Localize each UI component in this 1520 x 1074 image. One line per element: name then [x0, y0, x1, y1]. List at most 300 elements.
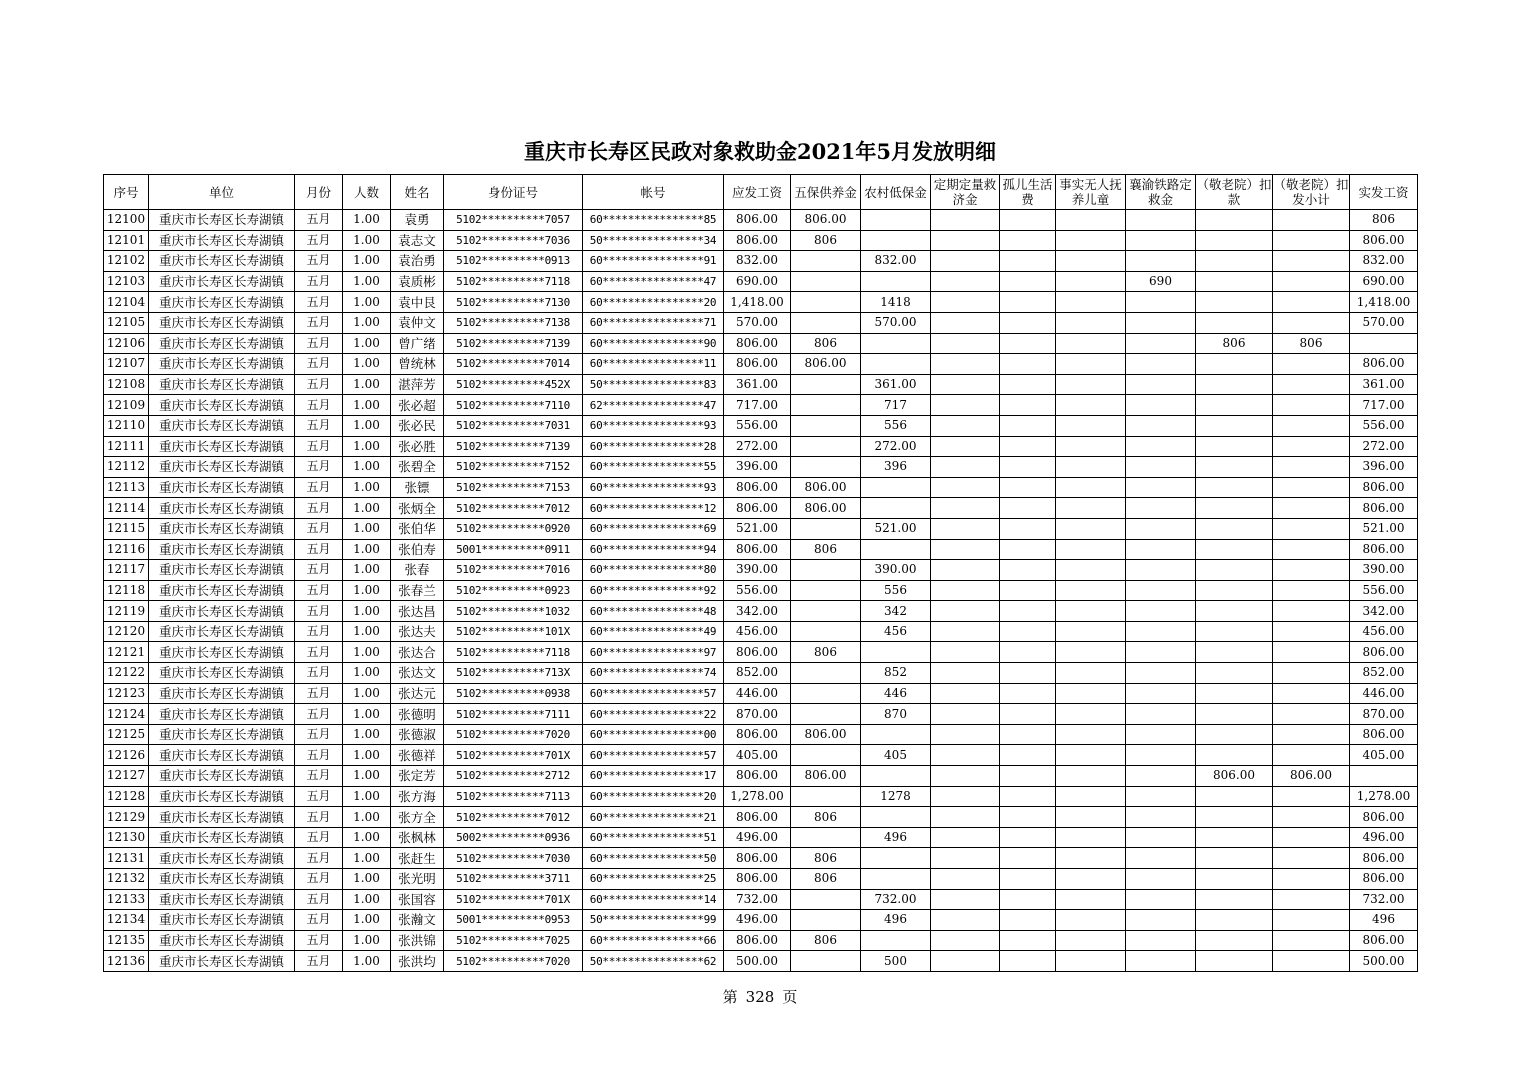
cell-col-actual-pay: 806.00	[1350, 807, 1418, 828]
cell-col-count: 1.00	[343, 910, 391, 931]
cell-col-wubao	[791, 827, 861, 848]
cell-col-payable: 806.00	[724, 807, 791, 828]
cell-col-relief	[931, 518, 1000, 539]
cell-col-id-number: 5102**********7031	[444, 415, 583, 436]
cell-col-wubao	[791, 889, 861, 910]
cell-col-orphan	[1000, 354, 1056, 375]
cell-col-relief	[931, 910, 1000, 931]
cell-col-count: 1.00	[343, 415, 391, 436]
cell-col-actual-pay: 806.00	[1350, 642, 1418, 663]
cell-col-payable: 806.00	[724, 230, 791, 251]
cell-col-count: 1.00	[343, 498, 391, 519]
table-row	[104, 395, 1418, 416]
cell-col-month: 五月	[295, 292, 343, 313]
cell-col-seq: 12122	[104, 663, 149, 684]
cell-col-actual-pay: 390.00	[1350, 560, 1418, 581]
cell-col-account: 60****************20	[583, 292, 724, 313]
cell-col-railway-relief	[1126, 498, 1196, 519]
cell-col-actual-pay	[1350, 766, 1418, 787]
cell-col-orphan	[1000, 786, 1056, 807]
cell-col-nursing-deduction	[1196, 869, 1273, 890]
cell-col-name: 张国容	[391, 889, 444, 910]
cell-col-payable: 732.00	[724, 889, 791, 910]
cell-col-relief	[931, 786, 1000, 807]
cell-col-month: 五月	[295, 683, 343, 704]
cell-col-actual-pay: 806.00	[1350, 869, 1418, 890]
cell-col-nursing-subtotal	[1273, 930, 1350, 951]
cell-col-count: 1.00	[343, 930, 391, 951]
cell-col-month: 五月	[295, 642, 343, 663]
cell-col-payable: 870.00	[724, 704, 791, 725]
cell-col-payable: 690.00	[724, 271, 791, 292]
cell-col-nursing-deduction	[1196, 848, 1273, 869]
cell-col-wubao	[791, 951, 861, 972]
cell-col-nursing-subtotal: 806	[1273, 333, 1350, 354]
cell-col-count: 1.00	[343, 374, 391, 395]
cell-col-account: 60****************50	[583, 848, 724, 869]
cell-col-count: 1.00	[343, 951, 391, 972]
cell-col-orphan	[1000, 292, 1056, 313]
cell-col-unit: 重庆市长寿区长寿湖镇	[149, 663, 295, 684]
cell-col-relief	[931, 704, 1000, 725]
cell-col-payable: 496.00	[724, 827, 791, 848]
cell-col-nursing-subtotal	[1273, 869, 1350, 890]
cell-col-orphan	[1000, 704, 1056, 725]
cell-col-name: 曾广绪	[391, 333, 444, 354]
table-row	[104, 560, 1418, 581]
cell-col-name: 袁勇	[391, 210, 444, 231]
cell-col-seq: 12132	[104, 869, 149, 890]
cell-col-unsupported-child	[1056, 683, 1126, 704]
cell-col-nursing-subtotal	[1273, 457, 1350, 478]
cell-col-seq: 12125	[104, 724, 149, 745]
cell-col-dibao: 405	[861, 745, 931, 766]
cell-col-actual-pay: 870.00	[1350, 704, 1418, 725]
cell-col-wubao: 806.00	[791, 477, 861, 498]
cell-col-unit: 重庆市长寿区长寿湖镇	[149, 436, 295, 457]
cell-col-dibao	[861, 807, 931, 828]
table-row	[104, 333, 1418, 354]
cell-col-month: 五月	[295, 498, 343, 519]
cell-col-relief	[931, 230, 1000, 251]
cell-col-month: 五月	[295, 601, 343, 622]
cell-col-payable: 806.00	[724, 333, 791, 354]
cell-col-seq: 12113	[104, 477, 149, 498]
cell-col-account: 60****************14	[583, 889, 724, 910]
cell-col-nursing-subtotal	[1273, 210, 1350, 231]
cell-col-unsupported-child	[1056, 930, 1126, 951]
cell-col-nursing-deduction	[1196, 951, 1273, 972]
cell-col-nursing-subtotal	[1273, 848, 1350, 869]
cell-col-relief	[931, 889, 1000, 910]
cell-col-railway-relief	[1126, 704, 1196, 725]
cell-col-orphan	[1000, 889, 1056, 910]
page-number	[0, 986, 1520, 1007]
cell-col-railway-relief	[1126, 374, 1196, 395]
cell-col-month: 五月	[295, 745, 343, 766]
cell-col-unsupported-child	[1056, 848, 1126, 869]
cell-col-relief	[931, 354, 1000, 375]
cell-col-payable: 806.00	[724, 477, 791, 498]
cell-col-unsupported-child	[1056, 889, 1126, 910]
cell-col-orphan	[1000, 807, 1056, 828]
cell-col-orphan	[1000, 724, 1056, 745]
cell-col-nursing-deduction	[1196, 724, 1273, 745]
cell-col-account: 60****************93	[583, 415, 724, 436]
cell-col-seq: 12112	[104, 457, 149, 478]
cell-col-railway-relief	[1126, 786, 1196, 807]
cell-col-railway-relief	[1126, 210, 1196, 231]
cell-col-nursing-subtotal	[1273, 374, 1350, 395]
cell-col-nursing-subtotal	[1273, 724, 1350, 745]
cell-col-payable: 806.00	[724, 498, 791, 519]
cell-col-payable: 556.00	[724, 415, 791, 436]
cell-col-nursing-deduction	[1196, 560, 1273, 581]
cell-col-relief	[931, 560, 1000, 581]
cell-col-nursing-subtotal	[1273, 477, 1350, 498]
table-row	[104, 518, 1418, 539]
cell-col-payable: 806.00	[724, 848, 791, 869]
cell-col-orphan	[1000, 436, 1056, 457]
cell-col-unsupported-child	[1056, 457, 1126, 478]
cell-col-relief	[931, 827, 1000, 848]
cell-col-orphan	[1000, 848, 1056, 869]
cell-col-unsupported-child	[1056, 642, 1126, 663]
cell-col-count: 1.00	[343, 560, 391, 581]
cell-col-unit: 重庆市长寿区长寿湖镇	[149, 601, 295, 622]
cell-col-orphan	[1000, 498, 1056, 519]
cell-col-payable: 806.00	[724, 869, 791, 890]
cell-col-payable: 806.00	[724, 210, 791, 231]
table-row	[104, 457, 1418, 478]
cell-col-relief	[931, 477, 1000, 498]
cell-col-id-number: 5102**********101X	[444, 621, 583, 642]
cell-col-month: 五月	[295, 457, 343, 478]
cell-col-nursing-deduction	[1196, 271, 1273, 292]
cell-col-id-number: 5102**********0938	[444, 683, 583, 704]
cell-col-dibao	[861, 333, 931, 354]
cell-col-nursing-subtotal	[1273, 704, 1350, 725]
cell-col-actual-pay: 361.00	[1350, 374, 1418, 395]
cell-col-orphan	[1000, 601, 1056, 622]
cell-col-id-number: 5102**********7139	[444, 333, 583, 354]
table-row	[104, 642, 1418, 663]
cell-col-month: 五月	[295, 560, 343, 581]
cell-col-count: 1.00	[343, 601, 391, 622]
cell-col-unit: 重庆市长寿区长寿湖镇	[149, 827, 295, 848]
cell-col-seq: 12103	[104, 271, 149, 292]
cell-col-unit: 重庆市长寿区长寿湖镇	[149, 724, 295, 745]
cell-col-id-number: 5102**********7012	[444, 498, 583, 519]
header-col-relief: 定期定量救济金	[931, 175, 1000, 210]
table-row	[104, 230, 1418, 251]
cell-col-orphan	[1000, 518, 1056, 539]
cell-col-railway-relief	[1126, 230, 1196, 251]
cell-col-relief	[931, 436, 1000, 457]
cell-col-count: 1.00	[343, 869, 391, 890]
cell-col-actual-pay: 456.00	[1350, 621, 1418, 642]
cell-col-actual-pay	[1350, 333, 1418, 354]
cell-col-unit: 重庆市长寿区长寿湖镇	[149, 683, 295, 704]
cell-col-name: 张方全	[391, 807, 444, 828]
cell-col-count: 1.00	[343, 271, 391, 292]
table-row	[104, 704, 1418, 725]
header-col-name: 姓名	[391, 175, 444, 210]
cell-col-nursing-subtotal	[1273, 498, 1350, 519]
cell-col-unit: 重庆市长寿区长寿湖镇	[149, 415, 295, 436]
cell-col-nursing-deduction	[1196, 354, 1273, 375]
cell-col-nursing-subtotal	[1273, 601, 1350, 622]
cell-col-account: 60****************55	[583, 457, 724, 478]
cell-col-actual-pay: 806.00	[1350, 724, 1418, 745]
cell-col-unsupported-child	[1056, 704, 1126, 725]
cell-col-railway-relief	[1126, 395, 1196, 416]
cell-col-unit: 重庆市长寿区长寿湖镇	[149, 374, 295, 395]
page-value: 328	[745, 988, 775, 1006]
cell-col-dibao: 1418	[861, 292, 931, 313]
cell-col-orphan	[1000, 827, 1056, 848]
cell-col-payable: 806.00	[724, 642, 791, 663]
cell-col-unit: 重庆市长寿区长寿湖镇	[149, 395, 295, 416]
cell-col-orphan	[1000, 251, 1056, 272]
cell-col-railway-relief	[1126, 415, 1196, 436]
header-col-wubao: 五保供养金	[791, 175, 861, 210]
cell-col-actual-pay: 806.00	[1350, 539, 1418, 560]
cell-col-wubao: 806.00	[791, 724, 861, 745]
cell-col-dibao	[861, 930, 931, 951]
cell-col-nursing-subtotal: 806.00	[1273, 766, 1350, 787]
cell-col-count: 1.00	[343, 663, 391, 684]
cell-col-nursing-subtotal	[1273, 951, 1350, 972]
cell-col-nursing-subtotal	[1273, 560, 1350, 581]
cell-col-seq: 12135	[104, 930, 149, 951]
cell-col-id-number: 5102**********0923	[444, 580, 583, 601]
cell-col-nursing-subtotal	[1273, 292, 1350, 313]
cell-col-account: 60****************90	[583, 333, 724, 354]
cell-col-wubao	[791, 271, 861, 292]
cell-col-count: 1.00	[343, 724, 391, 745]
cell-col-name: 袁质彬	[391, 271, 444, 292]
cell-col-orphan	[1000, 477, 1056, 498]
cell-col-id-number: 5102**********1032	[444, 601, 583, 622]
cell-col-unit: 重庆市长寿区长寿湖镇	[149, 910, 295, 931]
header-col-id-number: 身份证号	[444, 175, 583, 210]
cell-col-name: 张达合	[391, 642, 444, 663]
cell-col-unsupported-child	[1056, 910, 1126, 931]
cell-col-dibao	[861, 869, 931, 890]
header-col-month: 月份	[295, 175, 343, 210]
cell-col-actual-pay: 556.00	[1350, 415, 1418, 436]
cell-col-name: 袁治勇	[391, 251, 444, 272]
cell-col-count: 1.00	[343, 251, 391, 272]
cell-col-payable: 806.00	[724, 354, 791, 375]
table-row	[104, 910, 1418, 931]
cell-col-seq: 12115	[104, 518, 149, 539]
cell-col-unsupported-child	[1056, 395, 1126, 416]
cell-col-dibao: 556	[861, 580, 931, 601]
cell-col-relief	[931, 869, 1000, 890]
cell-col-unsupported-child	[1056, 498, 1126, 519]
cell-col-relief	[931, 683, 1000, 704]
cell-col-railway-relief	[1126, 518, 1196, 539]
cell-col-orphan	[1000, 415, 1056, 436]
cell-col-nursing-deduction	[1196, 498, 1273, 519]
cell-col-railway-relief	[1126, 683, 1196, 704]
cell-col-dibao: 446	[861, 683, 931, 704]
cell-col-relief	[931, 333, 1000, 354]
cell-col-payable: 806.00	[724, 539, 791, 560]
cell-col-actual-pay: 1,418.00	[1350, 292, 1418, 313]
cell-col-account: 60****************66	[583, 930, 724, 951]
cell-col-month: 五月	[295, 889, 343, 910]
cell-col-railway-relief	[1126, 580, 1196, 601]
cell-col-count: 1.00	[343, 683, 391, 704]
cell-col-name: 张德淑	[391, 724, 444, 745]
cell-col-account: 60****************74	[583, 663, 724, 684]
cell-col-count: 1.00	[343, 745, 391, 766]
cell-col-unsupported-child	[1056, 477, 1126, 498]
cell-col-dibao: 496	[861, 910, 931, 931]
cell-col-name: 张达昌	[391, 601, 444, 622]
cell-col-id-number: 5102**********0920	[444, 518, 583, 539]
cell-col-account: 60****************47	[583, 271, 724, 292]
cell-col-month: 五月	[295, 786, 343, 807]
cell-col-unit: 重庆市长寿区长寿湖镇	[149, 786, 295, 807]
cell-col-seq: 12133	[104, 889, 149, 910]
table-row	[104, 683, 1418, 704]
cell-col-relief	[931, 601, 1000, 622]
cell-col-relief	[931, 415, 1000, 436]
cell-col-unsupported-child	[1056, 621, 1126, 642]
cell-col-unit: 重庆市长寿区长寿湖镇	[149, 210, 295, 231]
cell-col-account: 60****************85	[583, 210, 724, 231]
cell-col-dibao	[861, 498, 931, 519]
cell-col-orphan	[1000, 312, 1056, 333]
cell-col-account: 60****************80	[583, 560, 724, 581]
cell-col-dibao	[861, 848, 931, 869]
cell-col-account: 60****************22	[583, 704, 724, 725]
cell-col-nursing-subtotal	[1273, 580, 1350, 601]
cell-col-actual-pay: 690.00	[1350, 271, 1418, 292]
cell-col-railway-relief: 690	[1126, 271, 1196, 292]
cell-col-id-number: 5102**********7111	[444, 704, 583, 725]
cell-col-railway-relief	[1126, 539, 1196, 560]
cell-col-nursing-subtotal	[1273, 251, 1350, 272]
cell-col-nursing-deduction	[1196, 395, 1273, 416]
cell-col-count: 1.00	[343, 457, 391, 478]
cell-col-seq: 12131	[104, 848, 149, 869]
cell-col-nursing-deduction	[1196, 910, 1273, 931]
cell-col-nursing-deduction	[1196, 477, 1273, 498]
cell-col-month: 五月	[295, 848, 343, 869]
cell-col-seq: 12134	[104, 910, 149, 931]
cell-col-unsupported-child	[1056, 333, 1126, 354]
cell-col-nursing-deduction	[1196, 312, 1273, 333]
cell-col-relief	[931, 580, 1000, 601]
cell-col-unit: 重庆市长寿区长寿湖镇	[149, 580, 295, 601]
cell-col-relief	[931, 395, 1000, 416]
cell-col-account: 60****************21	[583, 807, 724, 828]
cell-col-railway-relief	[1126, 869, 1196, 890]
cell-col-payable: 496.00	[724, 910, 791, 931]
header-col-nursing-subtotal: （敬老院）扣发小计	[1273, 175, 1350, 210]
cell-col-nursing-deduction	[1196, 251, 1273, 272]
cell-col-nursing-deduction	[1196, 889, 1273, 910]
table-row	[104, 210, 1418, 231]
cell-col-nursing-subtotal	[1273, 312, 1350, 333]
cell-col-id-number: 5102**********7118	[444, 642, 583, 663]
cell-col-payable: 570.00	[724, 312, 791, 333]
cell-col-unit: 重庆市长寿区长寿湖镇	[149, 518, 295, 539]
cell-col-dibao: 390.00	[861, 560, 931, 581]
table-row	[104, 951, 1418, 972]
cell-col-account: 60****************51	[583, 827, 724, 848]
cell-col-nursing-subtotal	[1273, 354, 1350, 375]
cell-col-nursing-deduction	[1196, 230, 1273, 251]
cell-col-orphan	[1000, 683, 1056, 704]
cell-col-unsupported-child	[1056, 354, 1126, 375]
cell-col-seq: 12126	[104, 745, 149, 766]
cell-col-railway-relief	[1126, 930, 1196, 951]
cell-col-railway-relief	[1126, 807, 1196, 828]
cell-col-name: 张春	[391, 560, 444, 581]
cell-col-month: 五月	[295, 621, 343, 642]
cell-col-seq: 12106	[104, 333, 149, 354]
cell-col-railway-relief	[1126, 889, 1196, 910]
cell-col-wubao: 806	[791, 930, 861, 951]
cell-col-actual-pay: 806	[1350, 210, 1418, 231]
cell-col-nursing-subtotal	[1273, 230, 1350, 251]
header-col-unit: 单位	[149, 175, 295, 210]
cell-col-payable: 342.00	[724, 601, 791, 622]
header-col-dibao: 农村低保金	[861, 175, 931, 210]
cell-col-name: 曾统林	[391, 354, 444, 375]
cell-col-unit: 重庆市长寿区长寿湖镇	[149, 539, 295, 560]
cell-col-unsupported-child	[1056, 786, 1126, 807]
cell-col-nursing-deduction: 806.00	[1196, 766, 1273, 787]
cell-col-wubao	[791, 601, 861, 622]
cell-col-id-number: 5102**********7030	[444, 848, 583, 869]
cell-col-seq: 12127	[104, 766, 149, 787]
cell-col-nursing-deduction	[1196, 827, 1273, 848]
cell-col-railway-relief	[1126, 621, 1196, 642]
cell-col-nursing-deduction	[1196, 683, 1273, 704]
cell-col-dibao	[861, 539, 931, 560]
cell-col-id-number: 5102**********7014	[444, 354, 583, 375]
cell-col-dibao: 342	[861, 601, 931, 622]
cell-col-nursing-subtotal	[1273, 518, 1350, 539]
cell-col-nursing-deduction	[1196, 642, 1273, 663]
cell-col-nursing-deduction	[1196, 539, 1273, 560]
cell-col-nursing-deduction	[1196, 786, 1273, 807]
cell-col-railway-relief	[1126, 457, 1196, 478]
cell-col-account: 60****************57	[583, 745, 724, 766]
cell-col-id-number: 5102**********7020	[444, 951, 583, 972]
cell-col-count: 1.00	[343, 210, 391, 231]
cell-col-count: 1.00	[343, 292, 391, 313]
cell-col-wubao	[791, 518, 861, 539]
table-row	[104, 374, 1418, 395]
cell-col-nursing-subtotal	[1273, 910, 1350, 931]
cell-col-nursing-deduction	[1196, 457, 1273, 478]
cell-col-actual-pay: 1,278.00	[1350, 786, 1418, 807]
cell-col-dibao	[861, 271, 931, 292]
cell-col-relief	[931, 312, 1000, 333]
cell-col-count: 1.00	[343, 766, 391, 787]
cell-col-railway-relief	[1126, 951, 1196, 972]
cell-col-count: 1.00	[343, 230, 391, 251]
cell-col-id-number: 5001**********0953	[444, 910, 583, 931]
